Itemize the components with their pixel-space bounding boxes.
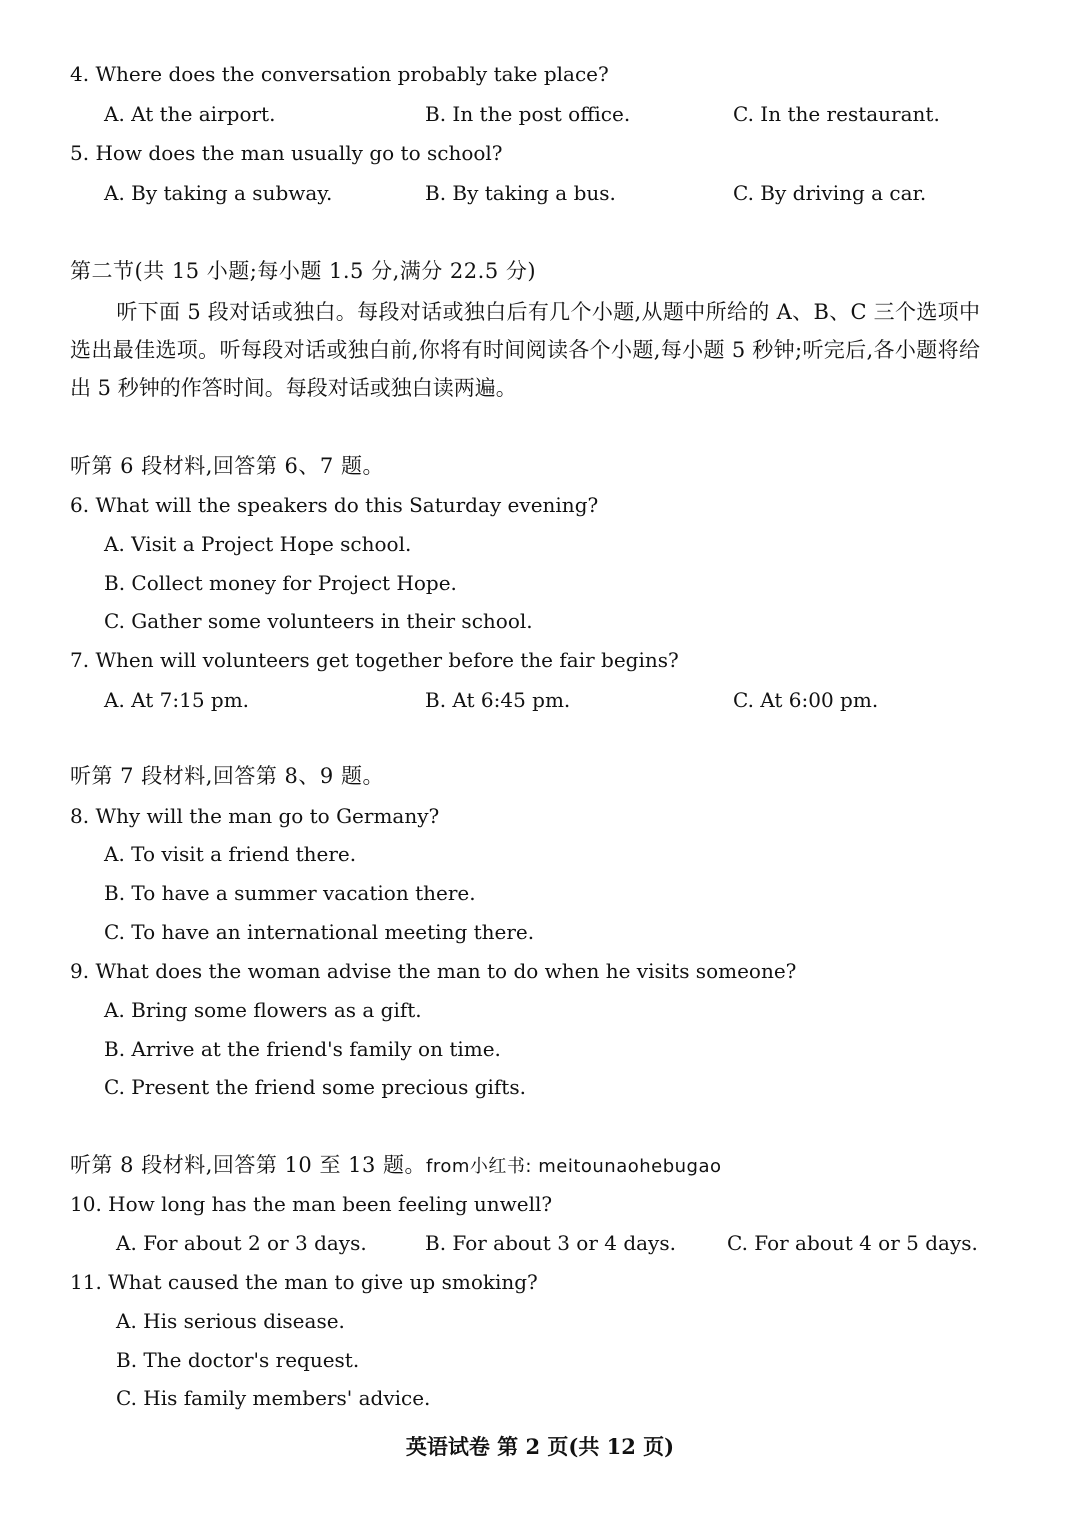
q6-option-a: A. Visit a Project Hope school. xyxy=(104,532,412,556)
page-footer: 英语试卷 第 2 页(共 12 页) xyxy=(405,1434,675,1459)
material6-heading: 听第 6 段材料,回答第 6、7 题。 xyxy=(70,454,384,478)
section2-instructions-text: 听下面 5 段对话或独白。每段对话或独白后有几个小题,从题中所给的 A、B、C 三个选项中选出最佳选项。听每段对话或独白前,你将有时间阅读各个小题,每小题 5 秒钟;听完后,各小题将给出 5 秒钟的作答时间。每段对话或独白读两遍。 xyxy=(70,300,980,400)
q7-option-c: C. At 6:00 pm. xyxy=(733,688,879,712)
material8-heading-row xyxy=(70,1152,722,1180)
q5-stem: 5. How does the man usually go to school? xyxy=(70,141,503,165)
q7-stem: 7. When will volunteers get together before the fair begins? xyxy=(70,648,679,672)
q5-option-c: C. By driving a car. xyxy=(733,181,927,205)
q8-option-b: B. To have a summer vacation there. xyxy=(104,881,476,905)
q8-option-a: A. To visit a friend there. xyxy=(104,842,357,866)
q6-option-b: B. Collect money for Project Hope. xyxy=(104,571,457,595)
q4-stem: 4. Where does the conversation probably take place? xyxy=(70,62,609,86)
q4-option-c: C. In the restaurant. xyxy=(733,102,940,126)
material7-heading: 听第 7 段材料,回答第 8、9 题。 xyxy=(70,764,384,788)
q10-stem: 10. How long has the man been feeling unwell? xyxy=(70,1192,553,1216)
q5-option-a: A. By taking a subway. xyxy=(104,181,333,205)
material8-heading: 听第 8 段材料,回答第 10 至 13 题。 xyxy=(70,1153,427,1177)
watermark-text: from小红书: meitounaohebugao xyxy=(426,1156,722,1177)
q11-option-a: A. His serious disease. xyxy=(116,1309,345,1333)
q11-option-c: C. His family members' advice. xyxy=(116,1386,431,1410)
q11-option-b: B. The doctor's request. xyxy=(116,1348,360,1372)
q9-option-c: C. Present the friend some precious gifts. xyxy=(104,1075,526,1099)
q9-option-b: B. Arrive at the friend's family on time. xyxy=(104,1037,501,1061)
q7-option-b: B. At 6:45 pm. xyxy=(425,688,571,712)
q6-option-c: C. Gather some volunteers in their school. xyxy=(104,609,533,633)
q4-option-a: A. At the airport. xyxy=(104,102,276,126)
q8-option-c: C. To have an international meeting there. xyxy=(104,920,535,944)
q10-option-a: A. For about 2 or 3 days. xyxy=(116,1231,367,1255)
section2-instructions xyxy=(70,293,980,407)
q5-option-b: B. By taking a bus. xyxy=(425,181,616,205)
q9-option-a: A. Bring some flowers as a gift. xyxy=(104,998,422,1022)
q11-stem: 11. What caused the man to give up smoking? xyxy=(70,1270,538,1294)
q7-option-a: A. At 7:15 pm. xyxy=(104,688,250,712)
q10-option-c: C. For about 4 or 5 days. xyxy=(727,1231,978,1255)
section2-heading: 第二节(共 15 小题;每小题 1.5 分,满分 22.5 分) xyxy=(70,259,537,283)
q6-stem: 6. What will the speakers do this Saturday evening? xyxy=(70,493,599,517)
q10-option-b: B. For about 3 or 4 days. xyxy=(425,1231,676,1255)
q9-stem: 9. What does the woman advise the man to do when he visits someone? xyxy=(70,959,797,983)
q4-option-b: B. In the post office. xyxy=(425,102,631,126)
q8-stem: 8. Why will the man go to Germany? xyxy=(70,804,440,828)
